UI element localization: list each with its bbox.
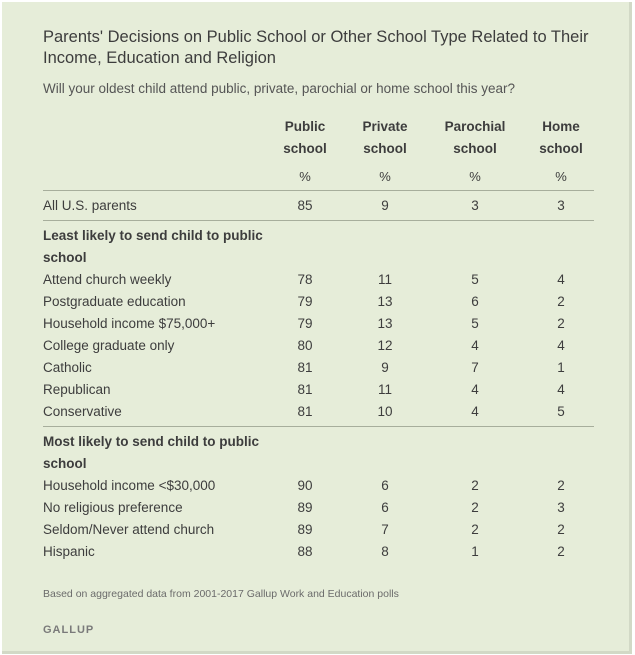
column-header-line: school [363, 141, 407, 156]
cell-value: 5 [471, 272, 479, 287]
cell-value: 12 [377, 338, 393, 353]
chart-subtitle: Will your oldest child attend public, private, parochial or home school this year? [43, 81, 515, 96]
cell-value: 81 [297, 382, 313, 397]
cell-value: 2 [471, 500, 479, 515]
cell-value: 81 [297, 404, 313, 419]
cell-value: 79 [297, 294, 313, 309]
column-unit-home: % [555, 169, 567, 184]
footnote: Based on aggregated data from 2001-2017 Gallup Work and Education polls [43, 588, 399, 600]
table-row [2, 335, 629, 357]
row-label: Household income $75,000+ [43, 316, 216, 331]
cell-value: 2 [557, 478, 565, 493]
cell-value: 2 [471, 522, 479, 537]
cell-value: 4 [557, 272, 565, 287]
table-row [2, 475, 629, 497]
cell-value: 2 [557, 522, 565, 537]
row-label: Seldom/Never attend church [43, 522, 215, 537]
column-header-line: Public [284, 119, 326, 134]
section-heading: Least likely to send child to public school [43, 228, 263, 265]
cell-value: 3 [557, 500, 565, 515]
table-row [2, 313, 629, 335]
cell-value: 2 [557, 316, 565, 331]
table-row [2, 357, 629, 379]
table-row [2, 541, 629, 563]
gallup-logo: GALLUP [43, 624, 95, 636]
column-header-parochial [425, 116, 525, 160]
divider [43, 426, 594, 427]
cell-value: 2 [557, 544, 565, 559]
cell-value: 4 [471, 404, 479, 419]
cell-value: 11 [377, 382, 392, 397]
cell-value: 9 [381, 360, 389, 375]
column-unit-private: % [379, 169, 391, 184]
row-label: College graduate only [43, 338, 175, 353]
column-header-line: school [283, 141, 327, 156]
cell-value: 4 [557, 382, 565, 397]
cell-value: 79 [297, 316, 313, 331]
cell-value: 3 [557, 198, 565, 213]
cell-value: 6 [381, 500, 389, 515]
cell-value: 6 [381, 478, 389, 493]
cell-value: 5 [557, 404, 565, 419]
cell-value: 4 [557, 338, 565, 353]
cell-value: 80 [297, 338, 313, 353]
section-heading: Most likely to send child to public school [43, 434, 260, 471]
cell-value: 85 [297, 198, 313, 213]
cell-value: 13 [377, 316, 393, 331]
cell-value: 89 [297, 522, 313, 537]
chart-panel [2, 2, 632, 654]
row-label: All U.S. parents [43, 198, 137, 213]
cell-value: 6 [471, 294, 479, 309]
table-row [2, 291, 629, 313]
column-header-line: Private [362, 119, 408, 134]
cell-value: 90 [297, 478, 313, 493]
table-row [2, 497, 629, 519]
row-label: Household income <$30,000 [43, 478, 216, 493]
cell-value: 4 [471, 382, 479, 397]
cell-value: 7 [381, 522, 389, 537]
table-row [2, 195, 629, 217]
row-label: No religious preference [43, 500, 183, 515]
cell-value: 7 [471, 360, 479, 375]
cell-value: 10 [377, 404, 393, 419]
row-label: Republican [43, 382, 111, 397]
cell-value: 1 [471, 544, 479, 559]
cell-value: 89 [297, 500, 313, 515]
divider [43, 190, 594, 191]
row-label: Conservative [43, 404, 122, 419]
column-header-home [523, 116, 599, 160]
chart-title: Parents' Decisions on Public School or Other School Type Related to Their Income, Education and Religion [43, 28, 589, 67]
column-unit-parochial: % [469, 169, 481, 184]
divider [43, 220, 594, 221]
cell-value: 1 [557, 360, 565, 375]
cell-value: 81 [297, 360, 313, 375]
column-header-line: Parochial [444, 119, 506, 134]
column-header-line: school [539, 141, 583, 156]
table-row [2, 519, 629, 541]
cell-value: 2 [471, 478, 479, 493]
row-label: Attend church weekly [43, 272, 172, 287]
cell-value: 78 [297, 272, 313, 287]
row-label: Hispanic [43, 544, 95, 559]
cell-value: 13 [377, 294, 393, 309]
cell-value: 8 [381, 544, 389, 559]
cell-value: 88 [297, 544, 313, 559]
cell-value: 4 [471, 338, 479, 353]
row-label: Postgraduate education [43, 294, 186, 309]
cell-value: 9 [381, 198, 389, 213]
cell-value: 2 [557, 294, 565, 309]
row-label: Catholic [43, 360, 92, 375]
table-row [2, 379, 629, 401]
column-header-line: Home [542, 119, 580, 134]
column-unit-public: % [299, 169, 311, 184]
cell-value: 5 [471, 316, 479, 331]
cell-value: 3 [471, 198, 479, 213]
column-header-line: school [453, 141, 497, 156]
column-header-public [265, 116, 345, 160]
cell-value: 11 [377, 272, 392, 287]
table-row [2, 269, 629, 291]
column-header-private [345, 116, 425, 160]
table-row [2, 401, 629, 423]
